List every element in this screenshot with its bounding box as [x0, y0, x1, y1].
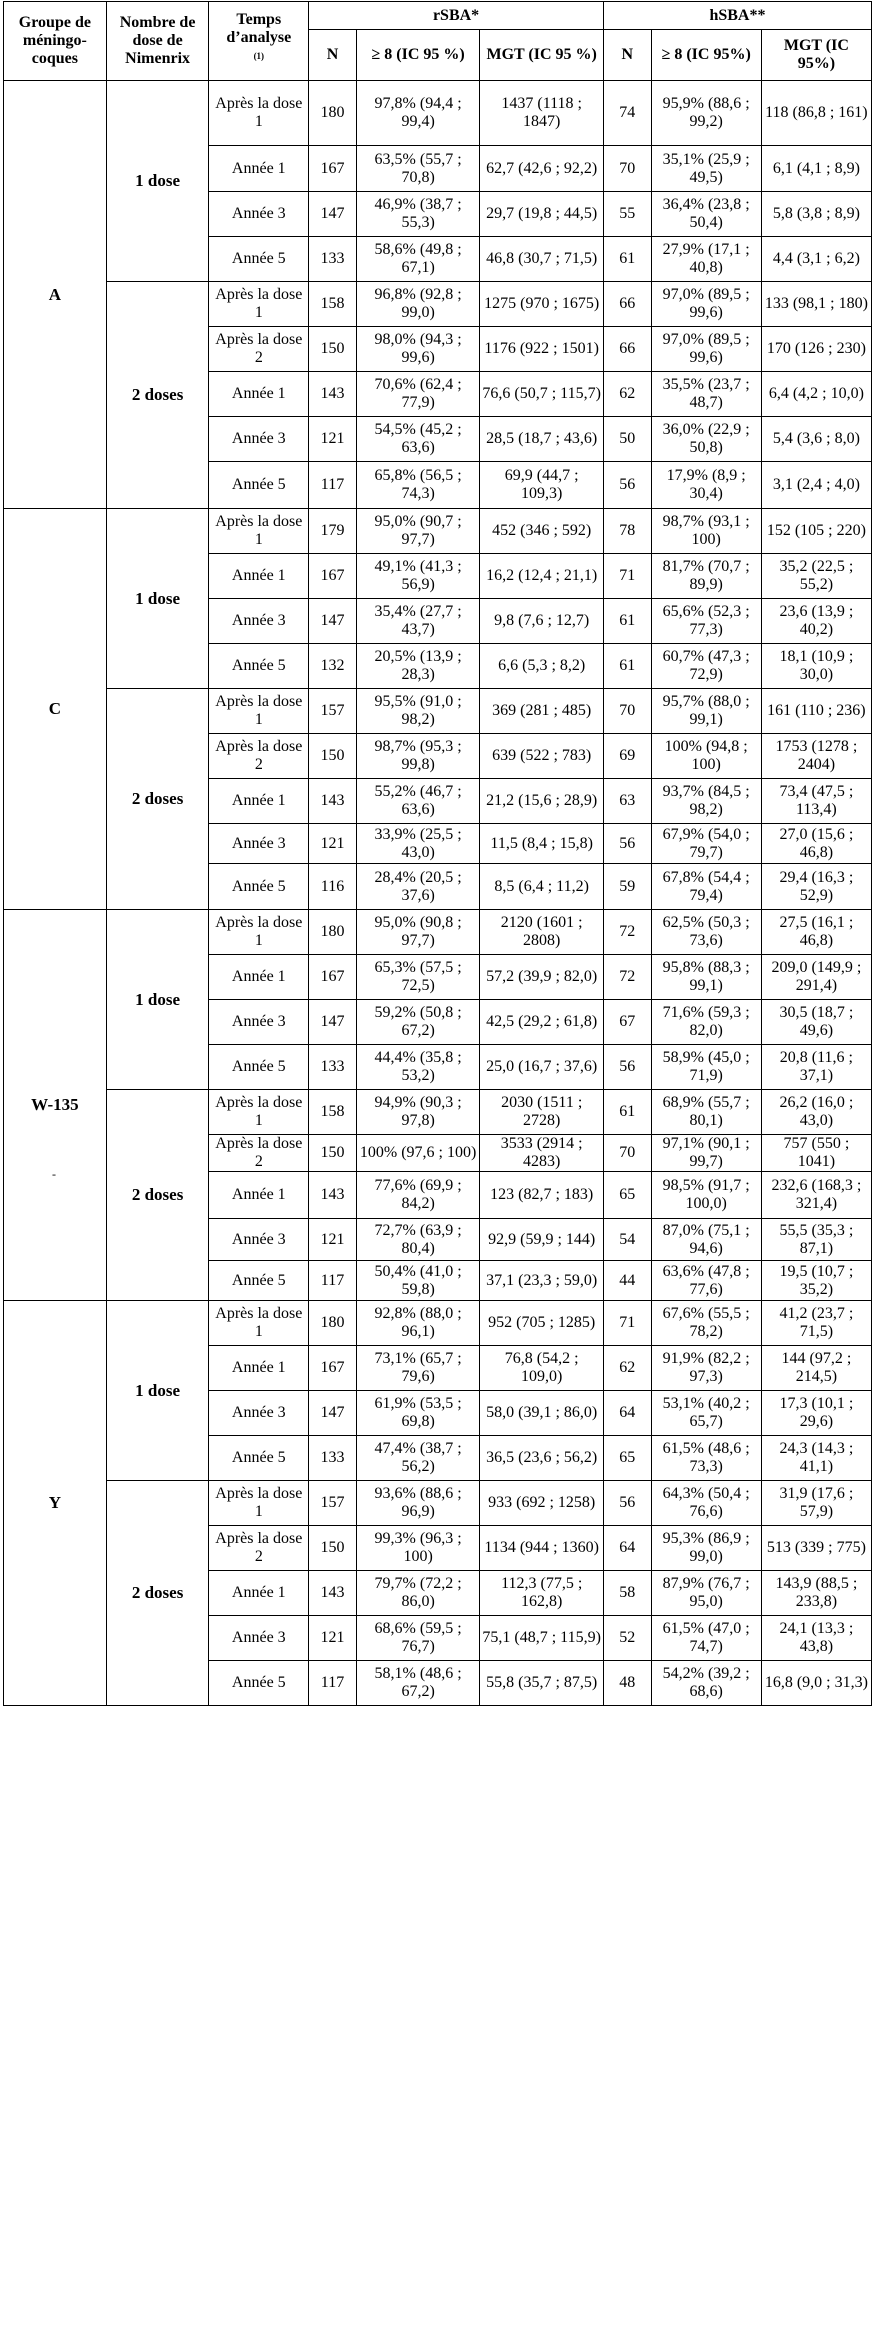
hsba-ge8-cell: 54,2% (39,2 ; 68,6)	[651, 1661, 761, 1706]
hsba-ge8-cell: 98,7% (93,1 ; 100)	[651, 509, 761, 554]
table-row	[4, 1481, 872, 1526]
hsba-n-cell: 56	[603, 1045, 651, 1090]
hsba-ge8-cell: 95,7% (88,0 ; 99,1)	[651, 689, 761, 734]
time-cell: Année 1	[209, 1172, 309, 1219]
table-row	[4, 81, 872, 146]
hsba-mgt-cell: 26,2 (16,0 ; 43,0)	[761, 1090, 871, 1135]
hsba-ge8-cell: 87,9% (76,7 ; 95,0)	[651, 1571, 761, 1616]
rsba-n-cell: 158	[309, 282, 357, 327]
rsba-ge8-cell: 70,6% (62,4 ; 77,9)	[356, 372, 480, 417]
rsba-mgt-cell: 16,2 (12,4 ; 21,1)	[480, 554, 604, 599]
hsba-ge8-cell: 98,5% (91,7 ; 100,0)	[651, 1172, 761, 1219]
rsba-mgt-cell: 452 (346 ; 592)	[480, 509, 604, 554]
time-cell: Année 1	[209, 1346, 309, 1391]
stray-mark: -	[52, 1167, 56, 1181]
rsba-mgt-cell: 1275 (970 ; 1675)	[480, 282, 604, 327]
hsba-ge8-cell: 60,7% (47,3 ; 72,9)	[651, 644, 761, 689]
rsba-n-cell: 179	[309, 509, 357, 554]
header-hsba-n: N	[603, 30, 651, 81]
hsba-mgt-cell: 232,6 (168,3 ; 321,4)	[761, 1172, 871, 1219]
time-cell: Année 5	[209, 462, 309, 509]
hsba-n-cell: 62	[603, 372, 651, 417]
hsba-ge8-cell: 93,7% (84,5 ; 98,2)	[651, 779, 761, 824]
rsba-n-cell: 121	[309, 824, 357, 864]
header-group-label: Groupe de méningo-coques	[18, 14, 91, 67]
hsba-mgt-cell: 5,8 (3,8 ; 8,9)	[761, 192, 871, 237]
hsba-n-cell: 69	[603, 734, 651, 779]
time-cell: Année 1	[209, 372, 309, 417]
time-cell: Année 1	[209, 955, 309, 1000]
rsba-ge8-cell: 65,3% (57,5 ; 72,5)	[356, 955, 480, 1000]
rsba-ge8-cell: 58,6% (49,8 ; 67,1)	[356, 237, 480, 282]
time-cell: Année 5	[209, 864, 309, 910]
hsba-n-cell: 71	[603, 554, 651, 599]
hsba-mgt-cell: 31,9 (17,6 ; 57,9)	[761, 1481, 871, 1526]
time-cell: Année 5	[209, 644, 309, 689]
hsba-mgt-cell: 16,8 (9,0 ; 31,3)	[761, 1661, 871, 1706]
time-cell: Année 3	[209, 599, 309, 644]
hsba-n-cell: 58	[603, 1571, 651, 1616]
rsba-mgt-cell: 62,7 (42,6 ; 92,2)	[480, 146, 604, 192]
rsba-mgt-cell: 2030 (1511 ; 2728)	[480, 1090, 604, 1135]
rsba-ge8-cell: 49,1% (41,3 ; 56,9)	[356, 554, 480, 599]
header-rsba-ge8: ≥ 8 (IC 95 %)	[356, 30, 480, 81]
rsba-n-cell: 150	[309, 1526, 357, 1571]
hsba-n-cell: 70	[603, 689, 651, 734]
rsba-ge8-cell: 95,0% (90,7 ; 97,7)	[356, 509, 480, 554]
rsba-mgt-cell: 46,8 (30,7 ; 71,5)	[480, 237, 604, 282]
time-cell: Année 3	[209, 192, 309, 237]
table-row	[4, 509, 872, 554]
rsba-mgt-cell: 112,3 (77,5 ; 162,8)	[480, 1571, 604, 1616]
rsba-n-cell: 121	[309, 1616, 357, 1661]
group-cell: Y	[4, 1301, 107, 1706]
rsba-ge8-cell: 58,1% (48,6 ; 67,2)	[356, 1661, 480, 1706]
time-cell: Après la dose 1	[209, 1090, 309, 1135]
rsba-ge8-cell: 59,2% (50,8 ; 67,2)	[356, 1000, 480, 1045]
hsba-mgt-cell: 19,5 (10,7 ; 35,2)	[761, 1261, 871, 1301]
header-dose-label: Nombre de dose de Nimenrix	[119, 14, 196, 67]
hsba-ge8-cell: 27,9% (17,1 ; 40,8)	[651, 237, 761, 282]
dose-cell: 2 doses	[106, 689, 209, 910]
rsba-ge8-cell: 77,6% (69,9 ; 84,2)	[356, 1172, 480, 1219]
rsba-n-cell: 132	[309, 644, 357, 689]
hsba-ge8-cell: 95,9% (88,6 ; 99,2)	[651, 81, 761, 146]
rsba-mgt-cell: 92,9 (59,9 ; 144)	[480, 1219, 604, 1261]
hsba-n-cell: 61	[603, 599, 651, 644]
rsba-ge8-cell: 20,5% (13,9 ; 28,3)	[356, 644, 480, 689]
rsba-ge8-cell: 61,9% (53,5 ; 69,8)	[356, 1391, 480, 1436]
hsba-n-cell: 70	[603, 1135, 651, 1172]
rsba-ge8-cell: 44,4% (35,8 ; 53,2)	[356, 1045, 480, 1090]
time-cell: Année 3	[209, 1219, 309, 1261]
dose-cell: 2 doses	[106, 1481, 209, 1706]
hsba-n-cell: 52	[603, 1616, 651, 1661]
dose-cell: 1 dose	[106, 509, 209, 689]
group-cell: A	[4, 81, 107, 509]
rsba-mgt-cell: 25,0 (16,7 ; 37,6)	[480, 1045, 604, 1090]
group-cell: W-135	[4, 910, 107, 1301]
rsba-n-cell: 121	[309, 1219, 357, 1261]
rsba-ge8-cell: 35,4% (27,7 ; 43,7)	[356, 599, 480, 644]
rsba-ge8-cell: 97,8% (94,4 ; 99,4)	[356, 81, 480, 146]
hsba-n-cell: 64	[603, 1391, 651, 1436]
rsba-mgt-cell: 2120 (1601 ; 2808)	[480, 910, 604, 955]
rsba-n-cell: 143	[309, 1172, 357, 1219]
time-cell: Année 3	[209, 1616, 309, 1661]
rsba-ge8-cell: 98,7% (95,3 ; 99,8)	[356, 734, 480, 779]
hsba-ge8-cell: 95,3% (86,9 ; 99,0)	[651, 1526, 761, 1571]
hsba-n-cell: 56	[603, 1481, 651, 1526]
rsba-n-cell: 167	[309, 1346, 357, 1391]
hsba-ge8-cell: 71,6% (59,3 ; 82,0)	[651, 1000, 761, 1045]
hsba-n-cell: 72	[603, 955, 651, 1000]
hsba-ge8-cell: 53,1% (40,2 ; 65,7)	[651, 1391, 761, 1436]
hsba-mgt-cell: 4,4 (3,1 ; 6,2)	[761, 237, 871, 282]
time-cell: Après la dose 2	[209, 734, 309, 779]
header-rsba-mgt: MGT (IC 95 %)	[480, 30, 604, 81]
rsba-mgt-cell: 1176 (922 ; 1501)	[480, 327, 604, 372]
hsba-n-cell: 48	[603, 1661, 651, 1706]
hsba-ge8-cell: 36,4% (23,8 ; 50,4)	[651, 192, 761, 237]
hsba-mgt-cell: 209,0 (149,9 ; 291,4)	[761, 955, 871, 1000]
hsba-mgt-cell: 144 (97,2 ; 214,5)	[761, 1346, 871, 1391]
rsba-mgt-cell: 21,2 (15,6 ; 28,9)	[480, 779, 604, 824]
hsba-n-cell: 62	[603, 1346, 651, 1391]
hsba-ge8-cell: 58,9% (45,0 ; 71,9)	[651, 1045, 761, 1090]
rsba-ge8-cell: 50,4% (41,0 ; 59,8)	[356, 1261, 480, 1301]
hsba-n-cell: 78	[603, 509, 651, 554]
hsba-mgt-cell: 20,8 (11,6 ; 37,1)	[761, 1045, 871, 1090]
time-cell: Après la dose 1	[209, 910, 309, 955]
table-row	[4, 910, 872, 955]
results-table	[3, 1, 872, 1706]
rsba-mgt-cell: 8,5 (6,4 ; 11,2)	[480, 864, 604, 910]
hsba-mgt-cell: 73,4 (47,5 ; 113,4)	[761, 779, 871, 824]
rsba-n-cell: 167	[309, 955, 357, 1000]
hsba-mgt-cell: 17,3 (10,1 ; 29,6)	[761, 1391, 871, 1436]
rsba-n-cell: 150	[309, 734, 357, 779]
header-hsba: hSBA**	[603, 2, 871, 30]
rsba-ge8-cell: 28,4% (20,5 ; 37,6)	[356, 864, 480, 910]
hsba-mgt-cell: 41,2 (23,7 ; 71,5)	[761, 1301, 871, 1346]
hsba-n-cell: 61	[603, 1090, 651, 1135]
hsba-mgt-cell: 23,6 (13,9 ; 40,2)	[761, 599, 871, 644]
group-cell: C	[4, 509, 107, 910]
hsba-n-cell: 44	[603, 1261, 651, 1301]
rsba-ge8-cell: 33,9% (25,5 ; 43,0)	[356, 824, 480, 864]
rsba-ge8-cell: 96,8% (92,8 ; 99,0)	[356, 282, 480, 327]
time-cell: Année 1	[209, 146, 309, 192]
time-cell: Année 5	[209, 1261, 309, 1301]
rsba-n-cell: 133	[309, 1045, 357, 1090]
table-row	[4, 1301, 872, 1346]
hsba-ge8-cell: 65,6% (52,3 ; 77,3)	[651, 599, 761, 644]
rsba-mgt-cell: 75,1 (48,7 ; 115,9)	[480, 1616, 604, 1661]
rsba-n-cell: 117	[309, 1661, 357, 1706]
hsba-n-cell: 56	[603, 462, 651, 509]
hsba-n-cell: 66	[603, 327, 651, 372]
time-cell: Après la dose 2	[209, 1135, 309, 1172]
rsba-ge8-cell: 95,5% (91,0 ; 98,2)	[356, 689, 480, 734]
header-hsba-mgt: MGT (IC 95%)	[761, 30, 871, 81]
hsba-ge8-cell: 67,6% (55,5 ; 78,2)	[651, 1301, 761, 1346]
hsba-mgt-cell: 24,3 (14,3 ; 41,1)	[761, 1436, 871, 1481]
hsba-ge8-cell: 91,9% (82,2 ; 97,3)	[651, 1346, 761, 1391]
time-cell: Après la dose 2	[209, 327, 309, 372]
rsba-ge8-cell: 95,0% (90,8 ; 97,7)	[356, 910, 480, 955]
hsba-mgt-cell: 3,1 (2,4 ; 4,0)	[761, 462, 871, 509]
rsba-n-cell: 180	[309, 910, 357, 955]
time-cell: Après la dose 2	[209, 1526, 309, 1571]
rsba-ge8-cell: 98,0% (94,3 ; 99,6)	[356, 327, 480, 372]
hsba-ge8-cell: 97,0% (89,5 ; 99,6)	[651, 282, 761, 327]
hsba-mgt-cell: 6,4 (4,2 ; 10,0)	[761, 372, 871, 417]
rsba-n-cell: 147	[309, 1000, 357, 1045]
hsba-n-cell: 56	[603, 824, 651, 864]
rsba-ge8-cell: 100% (97,6 ; 100)	[356, 1135, 480, 1172]
rsba-mgt-cell: 69,9 (44,7 ; 109,3)	[480, 462, 604, 509]
hsba-ge8-cell: 64,3% (50,4 ; 76,6)	[651, 1481, 761, 1526]
time-cell: Année 3	[209, 1000, 309, 1045]
rsba-mgt-cell: 76,6 (50,7 ; 115,7)	[480, 372, 604, 417]
hsba-ge8-cell: 68,9% (55,7 ; 80,1)	[651, 1090, 761, 1135]
hsba-mgt-cell: 1753 (1278 ; 2404)	[761, 734, 871, 779]
rsba-mgt-cell: 952 (705 ; 1285)	[480, 1301, 604, 1346]
hsba-n-cell: 72	[603, 910, 651, 955]
time-cell: Année 5	[209, 1045, 309, 1090]
hsba-ge8-cell: 62,5% (50,3 ; 73,6)	[651, 910, 761, 955]
hsba-ge8-cell: 100% (94,8 ; 100)	[651, 734, 761, 779]
header-time	[209, 2, 309, 81]
rsba-mgt-cell: 29,7 (19,8 ; 44,5)	[480, 192, 604, 237]
header-rsba-n: N	[309, 30, 357, 81]
rsba-n-cell: 157	[309, 1481, 357, 1526]
hsba-ge8-cell: 36,0% (22,9 ; 50,8)	[651, 417, 761, 462]
hsba-ge8-cell: 17,9% (8,9 ; 30,4)	[651, 462, 761, 509]
header-group	[4, 2, 107, 81]
hsba-mgt-cell: 27,5 (16,1 ; 46,8)	[761, 910, 871, 955]
rsba-ge8-cell: 94,9% (90,3 ; 97,8)	[356, 1090, 480, 1135]
rsba-n-cell: 158	[309, 1090, 357, 1135]
hsba-n-cell: 71	[603, 1301, 651, 1346]
hsba-mgt-cell: 18,1 (10,9 ; 30,0)	[761, 644, 871, 689]
hsba-mgt-cell: 152 (105 ; 220)	[761, 509, 871, 554]
rsba-ge8-cell: 73,1% (65,7 ; 79,6)	[356, 1346, 480, 1391]
rsba-n-cell: 180	[309, 1301, 357, 1346]
rsba-ge8-cell: 54,5% (45,2 ; 63,6)	[356, 417, 480, 462]
rsba-mgt-cell: 9,8 (7,6 ; 12,7)	[480, 599, 604, 644]
rsba-n-cell: 150	[309, 1135, 357, 1172]
hsba-n-cell: 74	[603, 81, 651, 146]
hsba-ge8-cell: 81,7% (70,7 ; 89,9)	[651, 554, 761, 599]
time-cell: Année 1	[209, 779, 309, 824]
rsba-n-cell: 147	[309, 192, 357, 237]
rsba-n-cell: 143	[309, 1571, 357, 1616]
table-row	[4, 689, 872, 734]
rsba-mgt-cell: 36,5 (23,6 ; 56,2)	[480, 1436, 604, 1481]
rsba-mgt-cell: 37,1 (23,3 ; 59,0)	[480, 1261, 604, 1301]
rsba-ge8-cell: 65,8% (56,5 ; 74,3)	[356, 462, 480, 509]
rsba-mgt-cell: 639 (522 ; 783)	[480, 734, 604, 779]
rsba-mgt-cell: 42,5 (29,2 ; 61,8)	[480, 1000, 604, 1045]
time-cell: Année 5	[209, 1661, 309, 1706]
rsba-mgt-cell: 55,8 (35,7 ; 87,5)	[480, 1661, 604, 1706]
dose-cell: 2 doses	[106, 282, 209, 509]
hsba-n-cell: 65	[603, 1172, 651, 1219]
hsba-n-cell: 55	[603, 192, 651, 237]
hsba-mgt-cell: 143,9 (88,5 ; 233,8)	[761, 1571, 871, 1616]
rsba-mgt-cell: 933 (692 ; 1258)	[480, 1481, 604, 1526]
time-cell: Année 5	[209, 237, 309, 282]
time-cell: Année 3	[209, 1391, 309, 1436]
hsba-ge8-cell: 95,8% (88,3 ; 99,1)	[651, 955, 761, 1000]
time-cell: Après la dose 1	[209, 1301, 309, 1346]
header-time-footnote: (1)	[253, 51, 265, 62]
hsba-n-cell: 63	[603, 779, 651, 824]
hsba-n-cell: 50	[603, 417, 651, 462]
time-cell: Année 5	[209, 1436, 309, 1481]
hsba-n-cell: 54	[603, 1219, 651, 1261]
hsba-ge8-cell: 35,5% (23,7 ; 48,7)	[651, 372, 761, 417]
rsba-n-cell: 180	[309, 81, 357, 146]
rsba-n-cell: 121	[309, 417, 357, 462]
rsba-n-cell: 147	[309, 599, 357, 644]
rsba-mgt-cell: 76,8 (54,2 ; 109,0)	[480, 1346, 604, 1391]
hsba-mgt-cell: 161 (110 ; 236)	[761, 689, 871, 734]
hsba-mgt-cell: 27,0 (15,6 ; 46,8)	[761, 824, 871, 864]
rsba-mgt-cell: 1134 (944 ; 1360)	[480, 1526, 604, 1571]
rsba-mgt-cell: 28,5 (18,7 ; 43,6)	[480, 417, 604, 462]
hsba-n-cell: 70	[603, 146, 651, 192]
table-row	[4, 282, 872, 327]
rsba-ge8-cell: 79,7% (72,2 ; 86,0)	[356, 1571, 480, 1616]
hsba-mgt-cell: 5,4 (3,6 ; 8,0)	[761, 417, 871, 462]
hsba-mgt-cell: 6,1 (4,1 ; 8,9)	[761, 146, 871, 192]
rsba-mgt-cell: 3533 (2914 ; 4283)	[480, 1135, 604, 1172]
hsba-n-cell: 65	[603, 1436, 651, 1481]
hsba-ge8-cell: 87,0% (75,1 ; 94,6)	[651, 1219, 761, 1261]
rsba-ge8-cell: 47,4% (38,7 ; 56,2)	[356, 1436, 480, 1481]
rsba-n-cell: 157	[309, 689, 357, 734]
hsba-ge8-cell: 67,9% (54,0 ; 79,7)	[651, 824, 761, 864]
rsba-n-cell: 133	[309, 237, 357, 282]
rsba-n-cell: 117	[309, 1261, 357, 1301]
rsba-n-cell: 117	[309, 462, 357, 509]
hsba-n-cell: 61	[603, 237, 651, 282]
hsba-ge8-cell: 63,6% (47,8 ; 77,6)	[651, 1261, 761, 1301]
time-cell: Année 1	[209, 554, 309, 599]
hsba-ge8-cell: 67,8% (54,4 ; 79,4)	[651, 864, 761, 910]
hsba-mgt-cell: 513 (339 ; 775)	[761, 1526, 871, 1571]
hsba-ge8-cell: 97,0% (89,5 ; 99,6)	[651, 327, 761, 372]
rsba-ge8-cell: 63,5% (55,7 ; 70,8)	[356, 146, 480, 192]
rsba-ge8-cell: 55,2% (46,7 ; 63,6)	[356, 779, 480, 824]
hsba-n-cell: 61	[603, 644, 651, 689]
time-cell: Année 3	[209, 417, 309, 462]
dose-cell: 1 dose	[106, 81, 209, 282]
hsba-mgt-cell: 30,5 (18,7 ; 49,6)	[761, 1000, 871, 1045]
hsba-ge8-cell: 97,1% (90,1 ; 99,7)	[651, 1135, 761, 1172]
rsba-ge8-cell: 72,7% (63,9 ; 80,4)	[356, 1219, 480, 1261]
header-dose	[106, 2, 209, 81]
rsba-ge8-cell: 99,3% (96,3 ; 100)	[356, 1526, 480, 1571]
time-cell: Après la dose 1	[209, 509, 309, 554]
rsba-ge8-cell: 68,6% (59,5 ; 76,7)	[356, 1616, 480, 1661]
hsba-mgt-cell: 55,5 (35,3 ; 87,1)	[761, 1219, 871, 1261]
time-cell: Année 1	[209, 1571, 309, 1616]
rsba-n-cell: 143	[309, 372, 357, 417]
rsba-ge8-cell: 92,8% (88,0 ; 96,1)	[356, 1301, 480, 1346]
hsba-mgt-cell: 35,2 (22,5 ; 55,2)	[761, 554, 871, 599]
time-cell: Année 3	[209, 824, 309, 864]
time-cell: Après la dose 1	[209, 81, 309, 146]
header-row-1	[4, 2, 872, 30]
hsba-n-cell: 64	[603, 1526, 651, 1571]
hsba-ge8-cell: 61,5% (47,0 ; 74,7)	[651, 1616, 761, 1661]
hsba-ge8-cell: 35,1% (25,9 ; 49,5)	[651, 146, 761, 192]
header-time-label: Temps d’analyse	[226, 11, 292, 47]
rsba-mgt-cell: 57,2 (39,9 ; 82,0)	[480, 955, 604, 1000]
hsba-n-cell: 67	[603, 1000, 651, 1045]
header-rsba: rSBA*	[309, 2, 604, 30]
table-header	[4, 2, 872, 81]
rsba-n-cell: 167	[309, 554, 357, 599]
rsba-n-cell: 150	[309, 327, 357, 372]
time-cell: Après la dose 1	[209, 689, 309, 734]
rsba-mgt-cell: 6,6 (5,3 ; 8,2)	[480, 644, 604, 689]
rsba-ge8-cell: 46,9% (38,7 ; 55,3)	[356, 192, 480, 237]
rsba-n-cell: 133	[309, 1436, 357, 1481]
hsba-n-cell: 59	[603, 864, 651, 910]
hsba-mgt-cell: 118 (86,8 ; 161)	[761, 81, 871, 146]
rsba-n-cell: 116	[309, 864, 357, 910]
rsba-mgt-cell: 58,0 (39,1 ; 86,0)	[480, 1391, 604, 1436]
hsba-n-cell: 66	[603, 282, 651, 327]
rsba-mgt-cell: 1437 (1118 ; 1847)	[480, 81, 604, 146]
rsba-mgt-cell: 11,5 (8,4 ; 15,8)	[480, 824, 604, 864]
rsba-mgt-cell: 369 (281 ; 485)	[480, 689, 604, 734]
dose-cell: 1 dose	[106, 1301, 209, 1481]
rsba-ge8-cell: 93,6% (88,6 ; 96,9)	[356, 1481, 480, 1526]
hsba-ge8-cell: 61,5% (48,6 ; 73,3)	[651, 1436, 761, 1481]
time-cell: Après la dose 1	[209, 1481, 309, 1526]
table-row	[4, 1090, 872, 1135]
dose-cell: 2 doses	[106, 1090, 209, 1301]
rsba-n-cell: 167	[309, 146, 357, 192]
rsba-n-cell: 143	[309, 779, 357, 824]
hsba-mgt-cell: 133 (98,1 ; 180)	[761, 282, 871, 327]
time-cell: Après la dose 1	[209, 282, 309, 327]
hsba-mgt-cell: 29,4 (16,3 ; 52,9)	[761, 864, 871, 910]
hsba-mgt-cell: 757 (550 ; 1041)	[761, 1135, 871, 1172]
dose-cell: 1 dose	[106, 910, 209, 1090]
hsba-mgt-cell: 170 (126 ; 230)	[761, 327, 871, 372]
hsba-mgt-cell: 24,1 (13,3 ; 43,8)	[761, 1616, 871, 1661]
table-body	[4, 81, 872, 1706]
header-hsba-ge8: ≥ 8 (IC 95%)	[651, 30, 761, 81]
rsba-mgt-cell: 123 (82,7 ; 183)	[480, 1172, 604, 1219]
rsba-n-cell: 147	[309, 1391, 357, 1436]
